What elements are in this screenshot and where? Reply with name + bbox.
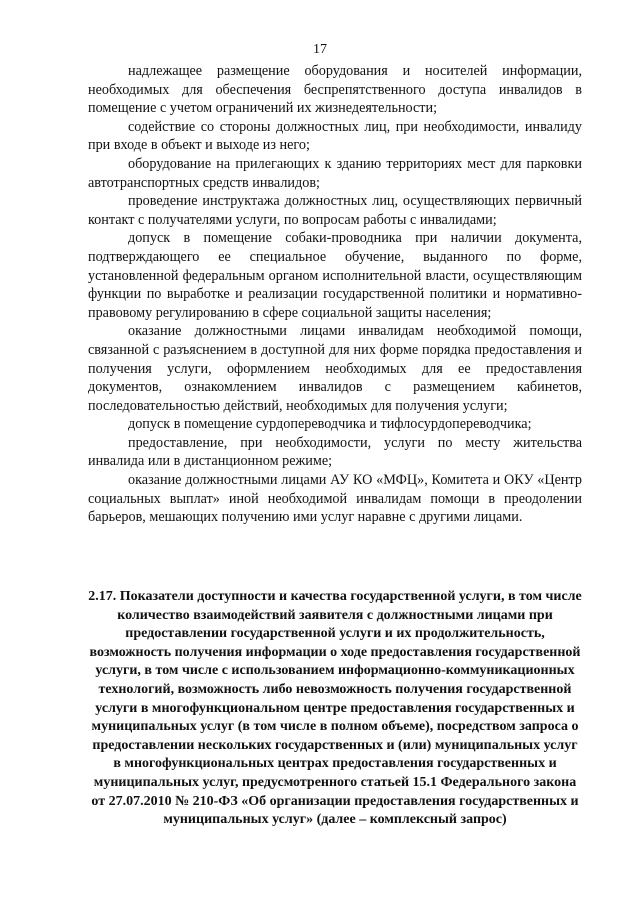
paragraph: проведение инструктажа должностных лиц, осуществляющих первичный контакт с получателями услуги, по вопросам работы с инвалидами;: [88, 193, 582, 228]
paragraph: оборудование на прилегающих к зданию территориях мест для парковки автотранспортных средств инвалидов;: [88, 155, 582, 191]
paragraph: предоставление, при необходимости, услуги по месту жительства инвалида или в дистанционном режиме;: [88, 434, 582, 470]
paragraph: содействие со стороны должностных лиц, при необходимости, инвалиду при входе в объект и выходе из него;: [88, 118, 582, 154]
paragraph: оказание должностными лицами инвалидам необходимой помощи, связанной с разъяснением в доступной для них форме порядка предоставления и получения услуги, оформлением необходимых для ее предоставления документов, ознакомлением инвалидов с размещением кабинетов, последовательностью действий, необходимых для получения услуги;: [88, 323, 582, 414]
body-text: [88, 62, 582, 527]
paragraph: допуск в помещение собаки-проводника при наличии документа, подтверждающего ее специальное обучение, выданного по форме, установленной федеральным органом исполнительной власти, осуществляющим функции по выработке и реализации государственной политики и нормативно-правовому регулированию в сфере социальной защиты населения;: [88, 230, 582, 321]
paragraph: допуск в помещение сурдопереводчика и тифлосурдопереводчика;: [128, 416, 532, 433]
paragraph: надлежащее размещение оборудования и носителей информации, необходимых для обеспечения беспрепятственного доступа инвалидов в помещение с учетом ограничений их жизнедеятельности;: [88, 63, 582, 117]
page-number: 17: [313, 42, 327, 57]
section-heading: 2.17. Показатели доступности и качества государственной услуги, в том числе количество взаимодействий заявителя с должностными лицами при предоставлении государственной услуги и их продолжительность, возможность получения информации о ходе предоставления государственной услуги, в том числе с использованием информационно-коммуникационных технологий, возможность либо невозможность получения государственной услуги в многофункциональном центре предоставления государственных и муниципальных услуг (в том числе в полном объеме), посредством запроса о предоставлении нескольких государственных и (или) муниципальных услуг в многофункциональных центрах предоставления государственных и муниципальных услуг, предусмотренного статьей 15.1 Федерального закона от 27.07.2010 № 210-ФЗ «Об организации предоставления государственных и муниципальных услуг» (далее – комплексный запрос): [88, 589, 582, 828]
paragraph: оказание должностными лицами АУ КО «МФЦ», Комитета и ОКУ «Центр социальных выплат» иной необходимой инвалидам помощи в преодолении барьеров, мешающих получению ими услуг наравне с другими лицами.: [88, 472, 582, 526]
